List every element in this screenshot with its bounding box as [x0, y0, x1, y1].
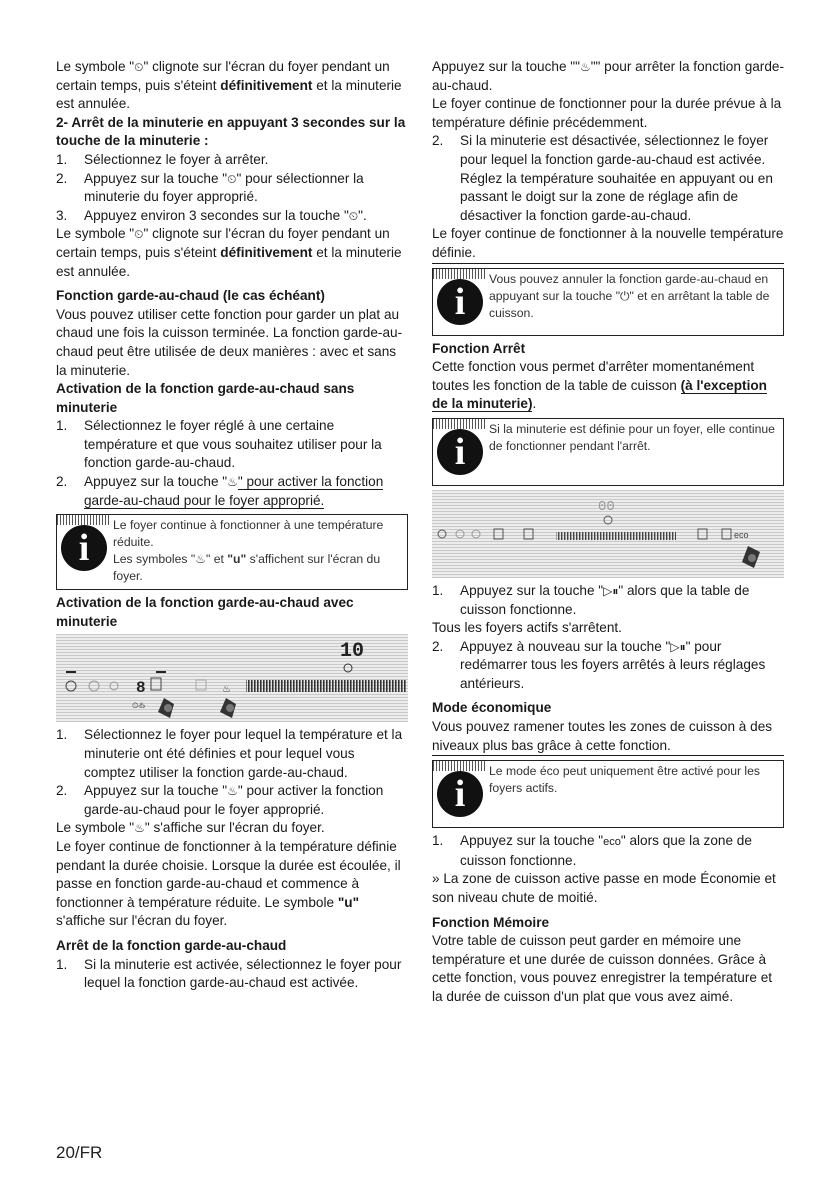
info-note-keep-warm: i Le foyer continue à fonctionner à une température réduite. Les symboles "♨" et "u" s'affichent sur l'écran du foyer.: [56, 514, 408, 590]
paragraph-stop-keep-warm: Appuyez sur la touche ""♨"" pour arrêter la fonction garde-au-chaud.: [432, 59, 784, 93]
heading-stop-timer-3s: 2- Arrêt de la minuterie en appuyant 3 secondes sur la touche de la minuterie :: [56, 114, 406, 149]
keep-warm-icon: ♨: [227, 475, 238, 490]
zone-square: [196, 680, 206, 690]
list-item: 3. Appuyez environ 3 secondes sur la touche "⏲".: [56, 207, 408, 226]
pause-icon: ▷⏸: [603, 583, 619, 598]
list-item: 1. Sélectionnez le foyer à arrêter.: [56, 151, 269, 167]
heading-eco-mode: Mode économique: [432, 700, 552, 716]
paragraph-keep-warm-continue: Le foyer continue de fonctionner à la température définie pendant la durée choisie. Lorsque la durée est écoulée, il passe en fonction garde-au-chaud et commence à fonctionner à température réduite. Le symbole "u" s'affiche sur l'écran du foyer.: [56, 839, 401, 929]
info-note-cancel-keep-warm: i Vous pouvez annuler la fonction garde-au-chaud en appuyant sur la touche "⏻" et en arrêtant la table de cuisson.: [432, 268, 784, 336]
control-panel-illustration-2: [432, 490, 784, 578]
power-icon: [438, 530, 446, 538]
timer-icon: ⏲: [134, 60, 144, 74]
finger-pointer: [742, 546, 760, 568]
heading-memory: Fonction Mémoire: [432, 914, 550, 930]
timer-display: 00: [598, 498, 615, 515]
heading-keep-warm-with-timer: Activation de la fonction garde-au-chaud avec minuterie: [56, 595, 354, 629]
steps-eco: [432, 832, 784, 870]
control-panel-graphic: [432, 490, 784, 578]
info-icon: i: [57, 515, 111, 589]
info-note-eco: i Le mode éco peut uniquement être activé pour les foyers actifs.: [432, 760, 784, 828]
slider-bars: [556, 532, 676, 540]
paragraph-timer-cancel-1: Le symbole "⏲" clignote sur l'écran du foyer pendant un certain temps, puis s'éteint définitivement et la minuterie est annulée.: [56, 59, 402, 112]
list-item: 1. Appuyez sur la touche "▷⏸" alors que la table de cuisson fonctionne.: [432, 582, 750, 617]
paragraph-new-temperature: Le foyer continue de fonctionner à la nouvelle température définie.: [432, 225, 784, 263]
paragraph-all-zones-stop: Tous les foyers actifs s'arrêtent.: [432, 620, 622, 636]
list-item: 1. Sélectionnez le foyer pour lequel la température et la minuterie ont été définies et pour lequel vous comptez utiliser la fonction garde-au-chaud.: [56, 727, 403, 780]
info-icon: i: [433, 269, 487, 335]
list-item: 2. Appuyez sur la touche "♨" pour activer la fonction garde-au-chaud pour le foyer approprié.: [56, 783, 384, 817]
pause-icon: [110, 682, 118, 690]
timer-icon: ⏲♨: [132, 701, 146, 711]
list-item: 1. Appuyez sur la touche "eco" alors que la zone de cuisson fonctionne.: [432, 833, 752, 868]
paragraph-keep-warm-symbol: Le symbole "♨" s'affiche sur l'écran du foyer.: [56, 819, 408, 838]
finger-pointer-2: [220, 698, 236, 718]
lock-icon: [456, 530, 464, 538]
keep-warm-icon: ♨: [227, 784, 238, 799]
list-item: 2. Appuyez sur la touche "⏲" pour sélectionner la minuterie du foyer approprié.: [56, 170, 364, 205]
keep-warm-icon: ♨: [195, 552, 206, 567]
steps-restart: [432, 638, 784, 694]
timer-icon: [604, 516, 612, 524]
paragraph-eco-mode: Vous pouvez ramener toutes les zones de cuisson à des niveaux plus bas grâce à cette fonction.: [432, 718, 784, 756]
timer-icon: ⏲: [348, 208, 359, 223]
info-icon: i: [433, 761, 487, 827]
steps-keep-warm-with-timer: [56, 726, 408, 819]
list-item: 2. Si la minuterie est désactivée, sélectionnez le foyer pour lequel la fonction garde-au-chaud est activée. Réglez la température souhaitée en appuyant ou en passant le doigt sur la zone de réglage afin de désactiver la fonction garde-au-chaud.: [432, 133, 773, 223]
paragraph-continue-previous: Le foyer continue de fonctionner pour la durée prévue à la température définie précédemment.: [432, 96, 782, 130]
list-item: 1. Sélectionnez le foyer réglé à une certaine température et que vous souhaitez utiliser pour la fonction garde-au-chaud.: [56, 418, 382, 471]
eco-label: eco: [734, 529, 749, 540]
keep-warm-icon: ♨: [134, 821, 145, 836]
timer-icon: [344, 664, 352, 672]
finger-pointer-1: [158, 698, 174, 718]
power-icon: ⏻: [620, 288, 630, 303]
steps-keep-warm-without-timer: [56, 417, 408, 510]
paragraph-stop-function: Cette fonction vous permet d'arrêter momentanément toutes les fonction de la table de cuisson (à l'exception de la minuterie).: [432, 359, 767, 412]
steps-stop-keep-warm: [56, 956, 408, 993]
zone-square: [698, 529, 707, 539]
heading-stop-function: Fonction Arrêt: [432, 340, 526, 356]
power-icon: [66, 681, 76, 691]
steps-stop-timer: [56, 151, 408, 225]
paragraph-eco-result: » La zone de cuisson active passe en mode Économie et son niveau chute de moitié.: [432, 871, 776, 906]
left-column: [56, 58, 408, 993]
page-number: 20/FR: [56, 1143, 103, 1162]
lock-icon: [89, 681, 99, 691]
heading-stop-keep-warm: Arrêt de la fonction garde-au-chaud: [56, 937, 287, 953]
zone-square: [151, 678, 161, 690]
slider-bars: [246, 680, 406, 692]
steps-timer-off: [432, 132, 784, 225]
pause-icon: [472, 530, 480, 538]
zone-square: [524, 529, 533, 539]
info-note-timer-continues: i Si la minuterie est définie pour un foyer, elle continue de fonctionner pendant l'arrêt.: [432, 418, 784, 486]
paragraph-memory: Votre table de cuisson peut garder en mémoire une température et une durée de cuisson données. Grâce à cette fonction, vous pouvez enregistrer la température et la durée de cuisson d'un plat que vous avez aimé.: [432, 933, 773, 1004]
timer-icon: ⏲: [227, 171, 237, 186]
keep-warm-icon: ♨: [222, 684, 231, 696]
zone-square: [494, 529, 503, 539]
steps-stop-function: [432, 582, 784, 619]
timer-icon: ⏲: [134, 227, 144, 242]
list-item: 2. Appuyez à nouveau sur la touche "▷⏸" pour redémarrer tous les foyers arrêtés à leurs réglages antérieurs.: [432, 638, 766, 691]
paragraph-timer-cancel-2: Le symbole "⏲" clignote sur l'écran du foyer pendant un certain temps, puis s'éteint définitivement et la minuterie est annulée.: [56, 226, 402, 279]
pause-icon: ▷⏸: [670, 639, 686, 654]
info-icon: i: [433, 419, 487, 485]
control-panel-graphic: [56, 634, 408, 722]
zone-square: [722, 529, 731, 539]
heading-keep-warm: Fonction garde-au-chaud (le cas échéant): [56, 288, 325, 304]
paragraph-keep-warm: Vous pouvez utiliser cette fonction pour garder un plat au chaud une fois la cuisson terminée. La fonction garde-au-chaud peut être utilisée de deux manières : avec et sans la minuterie.: [56, 306, 403, 378]
list-item: 1. Si la minuterie est activée, sélectionnez le foyer pour lequel la fonction garde-au-chaud est activée.: [56, 956, 402, 991]
heading-keep-warm-without-timer: Activation de la fonction garde-au-chaud sans minuterie: [56, 381, 355, 415]
keep-warm-icon: ♨: [579, 60, 591, 74]
eco-label: eco: [603, 836, 621, 849]
right-column: [432, 58, 784, 1007]
list-item: 2. Appuyez sur la touche "♨" pour activer la fonction garde-au-chaud pour le foyer approprié.: [56, 474, 384, 508]
level-display: 8: [136, 679, 146, 698]
timer-display: 10: [340, 640, 365, 664]
control-panel-illustration: [56, 634, 408, 722]
